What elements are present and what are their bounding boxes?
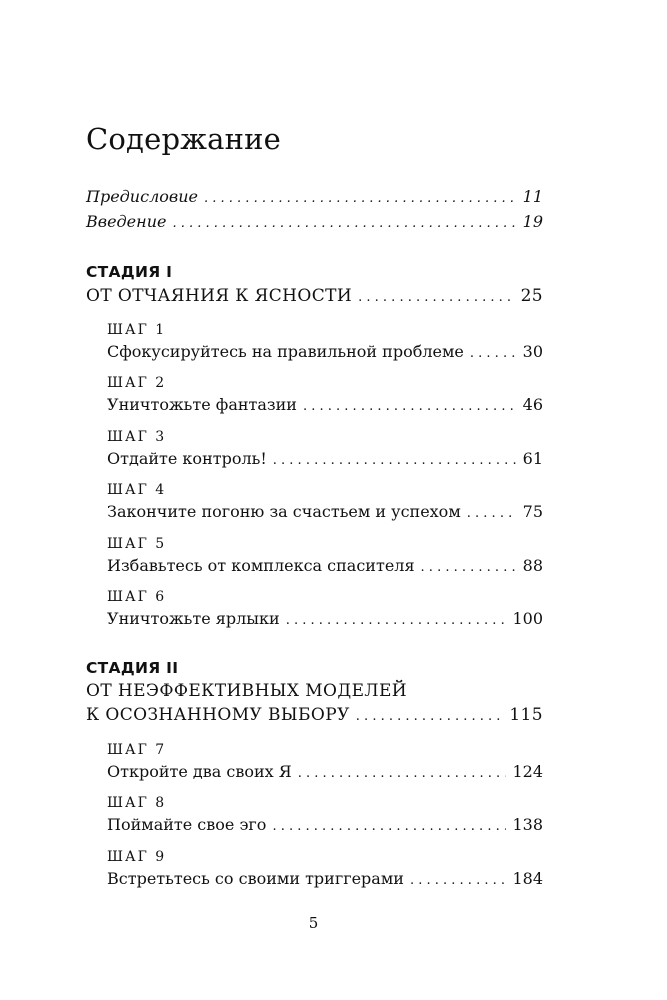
stage-label: СТАДИЯ I [86,263,173,281]
toc-entry-page: 88 [522,556,543,575]
toc-entry-preface[interactable] [86,187,543,206]
toc-entry-stage[interactable] [86,286,543,306]
toc-entry-page: 184 [512,869,543,888]
toc-entry-page: 19 [522,212,543,231]
toc-entry-page: 61 [522,449,543,468]
leader-dots [298,766,507,781]
step-label: ШАГ 2 [107,375,167,391]
step-title: Закончите погоню за счастьем и успехом [107,502,461,521]
toc-entry-step[interactable] [107,609,543,628]
stage-title: ОТ ОТЧАЯНИЯ К ЯСНОСТИ [86,286,353,306]
step-label: ШАГ 6 [107,589,167,605]
leader-dots [358,290,514,305]
toc-entry-step[interactable] [107,342,543,361]
page-title: Содержание [86,122,282,156]
step-label: ШАГ 7 [107,742,167,758]
stage-title: К ОСОЗНАННОМУ ВЫБОРУ [86,705,350,725]
toc-entry-label: Введение [86,212,167,231]
toc-entry-page: 30 [522,342,543,361]
leader-dots [467,506,517,521]
toc-entry-introduction[interactable] [86,212,543,231]
leader-dots [286,613,507,628]
toc-entry-page: 124 [512,762,543,781]
leader-dots [421,560,517,575]
leader-dots [273,453,517,468]
step-title: Откройте два своих Я [107,762,292,781]
toc-entry-page: 138 [512,815,543,834]
step-label: ШАГ 1 [107,322,167,338]
step-title: Отдайте контроль! [107,449,267,468]
leader-dots [356,709,504,724]
step-label: ШАГ 5 [107,536,167,552]
step-title: Встретьтесь со своими триггерами [107,869,404,888]
step-label: ШАГ 4 [107,482,167,498]
step-title: Сфокусируйтесь на правильной проблеме [107,342,464,361]
leader-dots [303,399,517,414]
leader-dots [470,346,517,361]
leader-dots [172,216,516,231]
step-title: Уничтожьте фантазии [107,395,297,414]
toc-entry-page: 115 [509,705,543,725]
toc-entry-step[interactable] [107,395,543,414]
toc-entry-page: 46 [522,395,543,414]
stage-label: СТАДИЯ II [86,659,179,677]
toc-entry-page: 25 [520,286,543,306]
leader-dots [204,191,517,206]
toc-entry-step[interactable] [107,449,543,468]
toc-entry-page: 100 [512,609,543,628]
toc-entry-label: Предисловие [86,187,198,206]
step-title: Избавьтесь от комплекса спасителя [107,556,415,575]
step-label: ШАГ 3 [107,429,167,445]
toc-entry-step[interactable] [107,815,543,834]
leader-dots [410,873,507,888]
stage-title: ОТ НЕЭФФЕКТИВНЫХ МОДЕЛЕЙ [86,681,408,701]
toc-entry-page: 11 [522,187,543,206]
toc-entry-step[interactable] [107,869,543,888]
step-title: Поймайте свое эго [107,815,267,834]
step-label: ШАГ 9 [107,849,167,865]
leader-dots [272,819,506,834]
toc-entry-stage[interactable] [86,705,543,725]
toc-entry-step[interactable] [107,502,543,521]
page-number: 5 [308,914,319,932]
step-label: ШАГ 8 [107,795,167,811]
step-title: Уничтожьте ярлыки [107,609,280,628]
toc-entry-page: 75 [522,502,543,521]
toc-entry-step[interactable] [107,762,543,781]
toc-entry-step[interactable] [107,556,543,575]
